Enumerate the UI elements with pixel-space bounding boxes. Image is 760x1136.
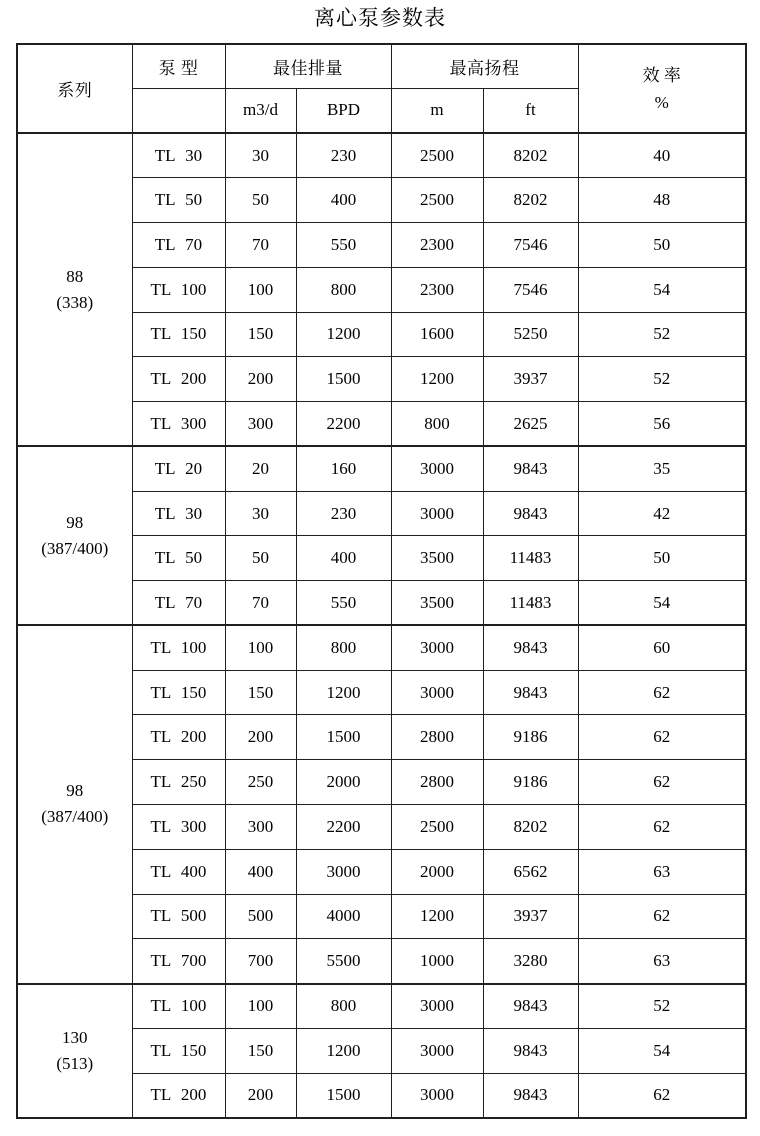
value-cell: 52 [578,984,746,1029]
value-cell: 5250 [483,312,578,357]
value-cell: 550 [296,223,391,268]
value-cell: 160 [296,446,391,491]
header-unit-bpd: BPD [296,88,391,133]
table-row [17,625,746,670]
value-cell: 52 [578,357,746,402]
value-cell: 3937 [483,357,578,402]
value-cell: 11483 [483,581,578,626]
pump-type-cell: TL 150 [132,312,225,357]
value-cell: 7546 [483,223,578,268]
pump-type-cell: TL 70 [132,223,225,268]
pump-type-cell: TL 100 [132,984,225,1029]
value-cell: 42 [578,491,746,536]
value-cell: 50 [225,536,296,581]
value-cell: 3280 [483,939,578,984]
value-cell: 70 [225,223,296,268]
value-cell: 1200 [296,1028,391,1073]
pump-type-cell: TL 300 [132,804,225,849]
value-cell: 9843 [483,446,578,491]
header-pump-type: 泵 型 [132,44,225,88]
value-cell: 62 [578,670,746,715]
value-cell: 230 [296,133,391,178]
value-cell: 1500 [296,357,391,402]
value-cell: 54 [578,1028,746,1073]
series-label: (513) [56,1053,94,1073]
value-cell: 9843 [483,984,578,1029]
value-cell: 200 [225,357,296,402]
value-cell: 1500 [296,715,391,760]
value-cell: 1200 [391,357,483,402]
pump-type-cell: TL 30 [132,491,225,536]
header-efficiency [578,44,746,133]
value-cell: 200 [225,715,296,760]
value-cell: 62 [578,894,746,939]
header-row-1 [17,44,746,88]
pump-type-cell: TL 500 [132,894,225,939]
value-cell: 62 [578,715,746,760]
value-cell: 2000 [296,760,391,805]
value-cell: 20 [225,446,296,491]
value-cell: 3500 [391,581,483,626]
value-cell: 60 [578,625,746,670]
value-cell: 150 [225,670,296,715]
series-label: (338) [56,292,94,312]
value-cell: 1600 [391,312,483,357]
pump-type-cell: TL 150 [132,1028,225,1073]
value-cell: 400 [225,849,296,894]
value-cell: 9843 [483,1073,578,1118]
pump-type-cell: TL 100 [132,267,225,312]
value-cell: 1200 [296,312,391,357]
table-header [17,44,746,133]
value-cell: 70 [225,581,296,626]
value-cell: 3000 [391,491,483,536]
value-cell: 9843 [483,625,578,670]
value-cell: 2500 [391,133,483,178]
value-cell: 8202 [483,804,578,849]
value-cell: 3000 [391,625,483,670]
value-cell: 2000 [391,849,483,894]
value-cell: 200 [225,1073,296,1118]
value-cell: 100 [225,984,296,1029]
header-unit-ft: ft [483,88,578,133]
pump-type-cell: TL 100 [132,625,225,670]
value-cell: 62 [578,760,746,805]
value-cell: 800 [296,267,391,312]
pump-type-cell: TL 200 [132,715,225,760]
value-cell: 2200 [296,402,391,447]
value-cell: 400 [296,178,391,223]
pump-type-cell: TL 50 [132,178,225,223]
value-cell: 63 [578,849,746,894]
series-label: 98 [66,781,84,801]
value-cell: 400 [296,536,391,581]
pump-type-cell: TL 200 [132,1073,225,1118]
value-cell: 3000 [391,984,483,1029]
value-cell: 700 [225,939,296,984]
series-label: 98 [66,512,84,532]
value-cell: 30 [225,133,296,178]
header-pump-type-blank [132,88,225,133]
value-cell: 2300 [391,267,483,312]
value-cell: 54 [578,267,746,312]
series-label: 88 [66,266,84,286]
series-cell [17,446,132,625]
value-cell: 3000 [391,1073,483,1118]
value-cell: 9843 [483,670,578,715]
value-cell: 250 [225,760,296,805]
value-cell: 100 [225,625,296,670]
pump-type-cell: TL 50 [132,536,225,581]
value-cell: 56 [578,402,746,447]
pump-type-cell: TL 250 [132,760,225,805]
pump-type-cell: TL 200 [132,357,225,402]
value-cell: 50 [578,536,746,581]
value-cell: 9843 [483,491,578,536]
series-cell [17,133,132,446]
value-cell: 6562 [483,849,578,894]
value-cell: 62 [578,1073,746,1118]
table-row [17,133,746,178]
pump-type-cell: TL 30 [132,133,225,178]
value-cell: 7546 [483,267,578,312]
value-cell: 9843 [483,1028,578,1073]
value-cell: 52 [578,312,746,357]
value-cell: 800 [296,984,391,1029]
value-cell: 3000 [391,670,483,715]
value-cell: 3000 [296,849,391,894]
value-cell: 48 [578,178,746,223]
value-cell: 3000 [391,1028,483,1073]
series-cell [17,984,132,1118]
pump-type-cell: TL 700 [132,939,225,984]
value-cell: 5500 [296,939,391,984]
value-cell: 1500 [296,1073,391,1118]
value-cell: 1200 [296,670,391,715]
series-cell [17,625,132,983]
value-cell: 9186 [483,715,578,760]
value-cell: 300 [225,402,296,447]
value-cell: 11483 [483,536,578,581]
value-cell: 800 [391,402,483,447]
value-cell: 4000 [296,894,391,939]
header-efficiency-label: 效 率 [642,65,681,85]
value-cell: 2200 [296,804,391,849]
page-title: 离心泵参数表 [314,6,446,30]
pump-type-cell: TL 20 [132,446,225,491]
series-label: (387/400) [41,807,109,827]
value-cell: 2500 [391,178,483,223]
value-cell: 2800 [391,715,483,760]
value-cell: 500 [225,894,296,939]
pump-type-cell: TL 300 [132,402,225,447]
value-cell: 62 [578,804,746,849]
header-efficiency-unit: % [654,92,669,112]
value-cell: 2300 [391,223,483,268]
table-row [17,984,746,1029]
pump-type-cell: TL 150 [132,670,225,715]
header-unit-m3d: m3/d [225,88,296,133]
value-cell: 150 [225,312,296,357]
value-cell: 150 [225,1028,296,1073]
series-label: 130 [62,1027,88,1047]
table-row [17,446,746,491]
pump-type-cell: TL 70 [132,581,225,626]
value-cell: 1200 [391,894,483,939]
header-best-displacement: 最佳排量 [225,44,391,88]
value-cell: 50 [225,178,296,223]
table-body [17,133,746,1118]
value-cell: 3000 [391,446,483,491]
series-label: (387/400) [41,538,109,558]
pump-parameter-table [16,43,747,1119]
value-cell: 30 [225,491,296,536]
value-cell: 800 [296,625,391,670]
value-cell: 50 [578,223,746,268]
value-cell: 40 [578,133,746,178]
value-cell: 54 [578,581,746,626]
value-cell: 63 [578,939,746,984]
header-series: 系列 [17,44,132,133]
header-max-head: 最高扬程 [391,44,578,88]
value-cell: 3937 [483,894,578,939]
value-cell: 2800 [391,760,483,805]
value-cell: 1000 [391,939,483,984]
value-cell: 2625 [483,402,578,447]
value-cell: 8202 [483,178,578,223]
value-cell: 300 [225,804,296,849]
value-cell: 100 [225,267,296,312]
pump-type-cell: TL 400 [132,849,225,894]
value-cell: 9186 [483,760,578,805]
header-unit-m: m [391,88,483,133]
value-cell: 2500 [391,804,483,849]
value-cell: 550 [296,581,391,626]
value-cell: 35 [578,446,746,491]
value-cell: 230 [296,491,391,536]
value-cell: 3500 [391,536,483,581]
value-cell: 8202 [483,133,578,178]
